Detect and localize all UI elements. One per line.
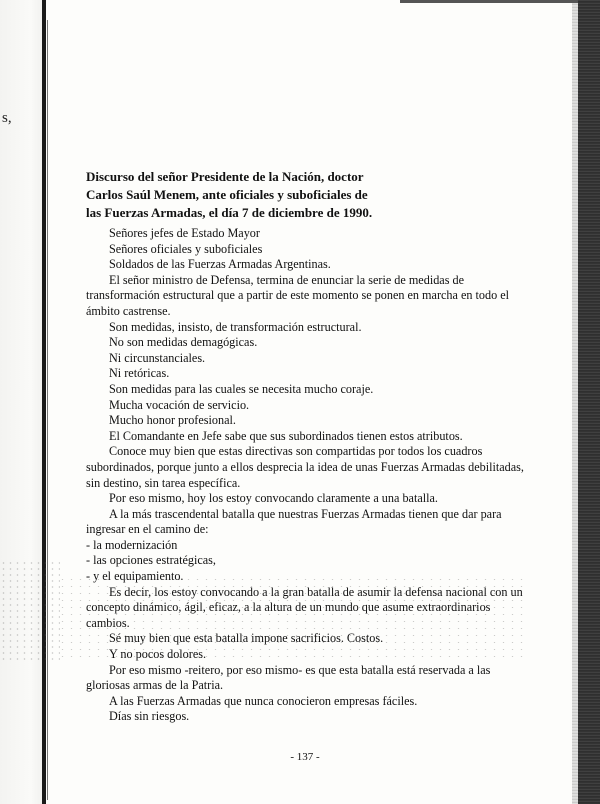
paragraph: Ni circunstanciales. xyxy=(109,350,206,365)
binding-edge xyxy=(42,0,46,804)
paragraph: Por eso mismo -reitero, por eso mismo- es que esta batalla está reservada a las gloriosas armas de la Patria. xyxy=(86,662,491,693)
speech-body xyxy=(86,226,526,725)
scan-noise xyxy=(0,560,60,660)
paragraph: Mucha vocación de servicio. xyxy=(109,397,250,412)
paragraph: Es decir, los estoy convocando a la gran batalla de asumir la defensa nacional con un concepto dinámico, ágil, eficaz, a la altura de un mundo que asume extraordinarios cambios. xyxy=(86,584,523,630)
paragraph: Y no pocos dolores. xyxy=(109,647,207,662)
top-edge-mark xyxy=(400,0,578,3)
paragraph: No son medidas demagógicas. xyxy=(109,335,258,350)
right-page-edge xyxy=(578,0,600,804)
speech-title: Discurso del señor Presidente de la Nación, doctor Carlos Saúl Menem, ante oficiales y suboficiales de las Fuerzas Armadas, el día 7 de diciembre de 1990. xyxy=(86,169,373,220)
binding-shadow xyxy=(47,20,48,800)
paragraph: A las Fuerzas Armadas que nunca conocieron empresas fáciles. xyxy=(109,693,418,708)
paragraph: Soldados de las Fuerzas Armadas Argentinas. xyxy=(109,257,331,272)
list-item: - la modernización xyxy=(86,537,178,552)
paragraph: Conoce muy bien que estas directivas son compartidas por todos los cuadros subordinados, porque junto a ellos desprecia la idea de unas Fuerzas Armadas debilitadas, sin destino, sin tarea específica. xyxy=(86,444,524,490)
list-item: - las opciones estratégicas, xyxy=(86,553,216,568)
paragraph: Señores oficiales y suboficiales xyxy=(109,241,263,256)
list-item: - y el equipamiento. xyxy=(86,569,184,584)
paragraph: Son medidas para las cuales se necesita mucho coraje. xyxy=(109,381,374,396)
paragraph: El señor ministro de Defensa, termina de enunciar la serie de medidas de transformación estructural que a partir de este momento se ponen en marcha en todo el ámbito castrense. xyxy=(86,272,510,318)
paragraph: A la más trascendental batalla que nuestras Fuerzas Armadas tienen que dar para ingresar en el camino de: xyxy=(86,506,502,537)
paragraph: Mucho honor profesional. xyxy=(109,413,236,428)
paragraph: Por eso mismo, hoy los estoy convocando claramente a una batalla. xyxy=(109,491,438,506)
paragraph: El Comandante en Jefe sabe que sus subordinados tienen estos atributos. xyxy=(109,428,463,443)
paragraph: Sé muy bien que esta batalla impone sacrificios. Costos. xyxy=(109,631,384,646)
page-number: - 137 - xyxy=(290,751,320,763)
paragraph: Días sin riesgos. xyxy=(109,709,190,724)
previous-page-fragment: s, xyxy=(2,110,12,126)
paragraph: Señores jefes de Estado Mayor xyxy=(109,226,260,240)
paragraph: Ni retóricas. xyxy=(109,366,170,381)
paragraph: Son medidas, insisto, de transformación estructural. xyxy=(109,319,362,334)
